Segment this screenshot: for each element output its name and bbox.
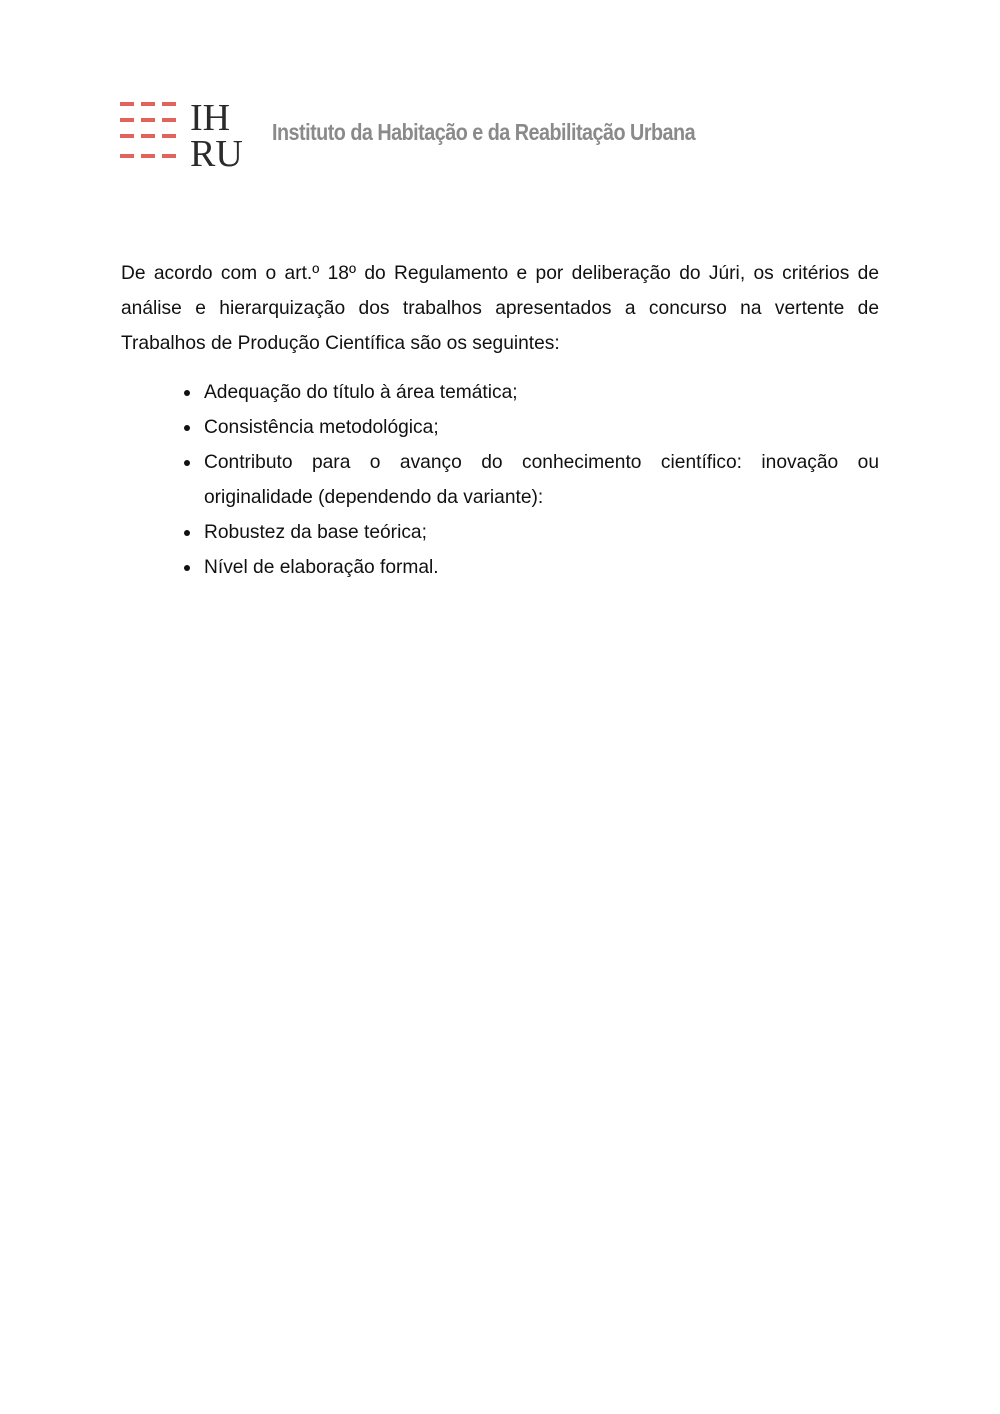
bullet-icon — [184, 425, 190, 431]
criteria-text: Contributo para o avanço do conhecimento científico: inovação ou originalidade (dependendo da variante): — [204, 452, 879, 508]
criteria-text: Consistência metodológica; — [204, 417, 439, 438]
bullet-icon — [184, 565, 190, 571]
organization-name: Instituto da Habitação e da Reabilitação Urbana — [272, 118, 696, 145]
criteria-item — [204, 550, 879, 585]
bullet-icon — [184, 460, 190, 466]
logo-letters-bottom: RU — [190, 133, 243, 168]
criteria-text: Nível de elaboração formal. — [204, 557, 439, 578]
bullet-icon — [184, 530, 190, 536]
document-header — [120, 96, 764, 168]
logo-dash-pattern — [120, 102, 176, 158]
ihru-logo — [120, 96, 250, 168]
criteria-list — [121, 375, 879, 585]
criteria-item — [204, 375, 879, 410]
criteria-text: Robustez da base teórica; — [204, 522, 427, 543]
criteria-item — [204, 410, 879, 445]
intro-paragraph: De acordo com o art.º 18º do Regulamento e por deliberação do Júri, os critérios de análise e hierarquização dos trabalhos apresentados a concurso na vertente de Trabalhos de Produção Científica são os seguintes: — [121, 263, 879, 354]
criteria-text: Adequação do título à área temática; — [204, 382, 518, 403]
criteria-item — [204, 445, 879, 515]
document-body — [121, 256, 879, 585]
logo-letters-top: IH — [190, 97, 231, 139]
bullet-icon — [184, 390, 190, 396]
criteria-item — [204, 515, 879, 550]
